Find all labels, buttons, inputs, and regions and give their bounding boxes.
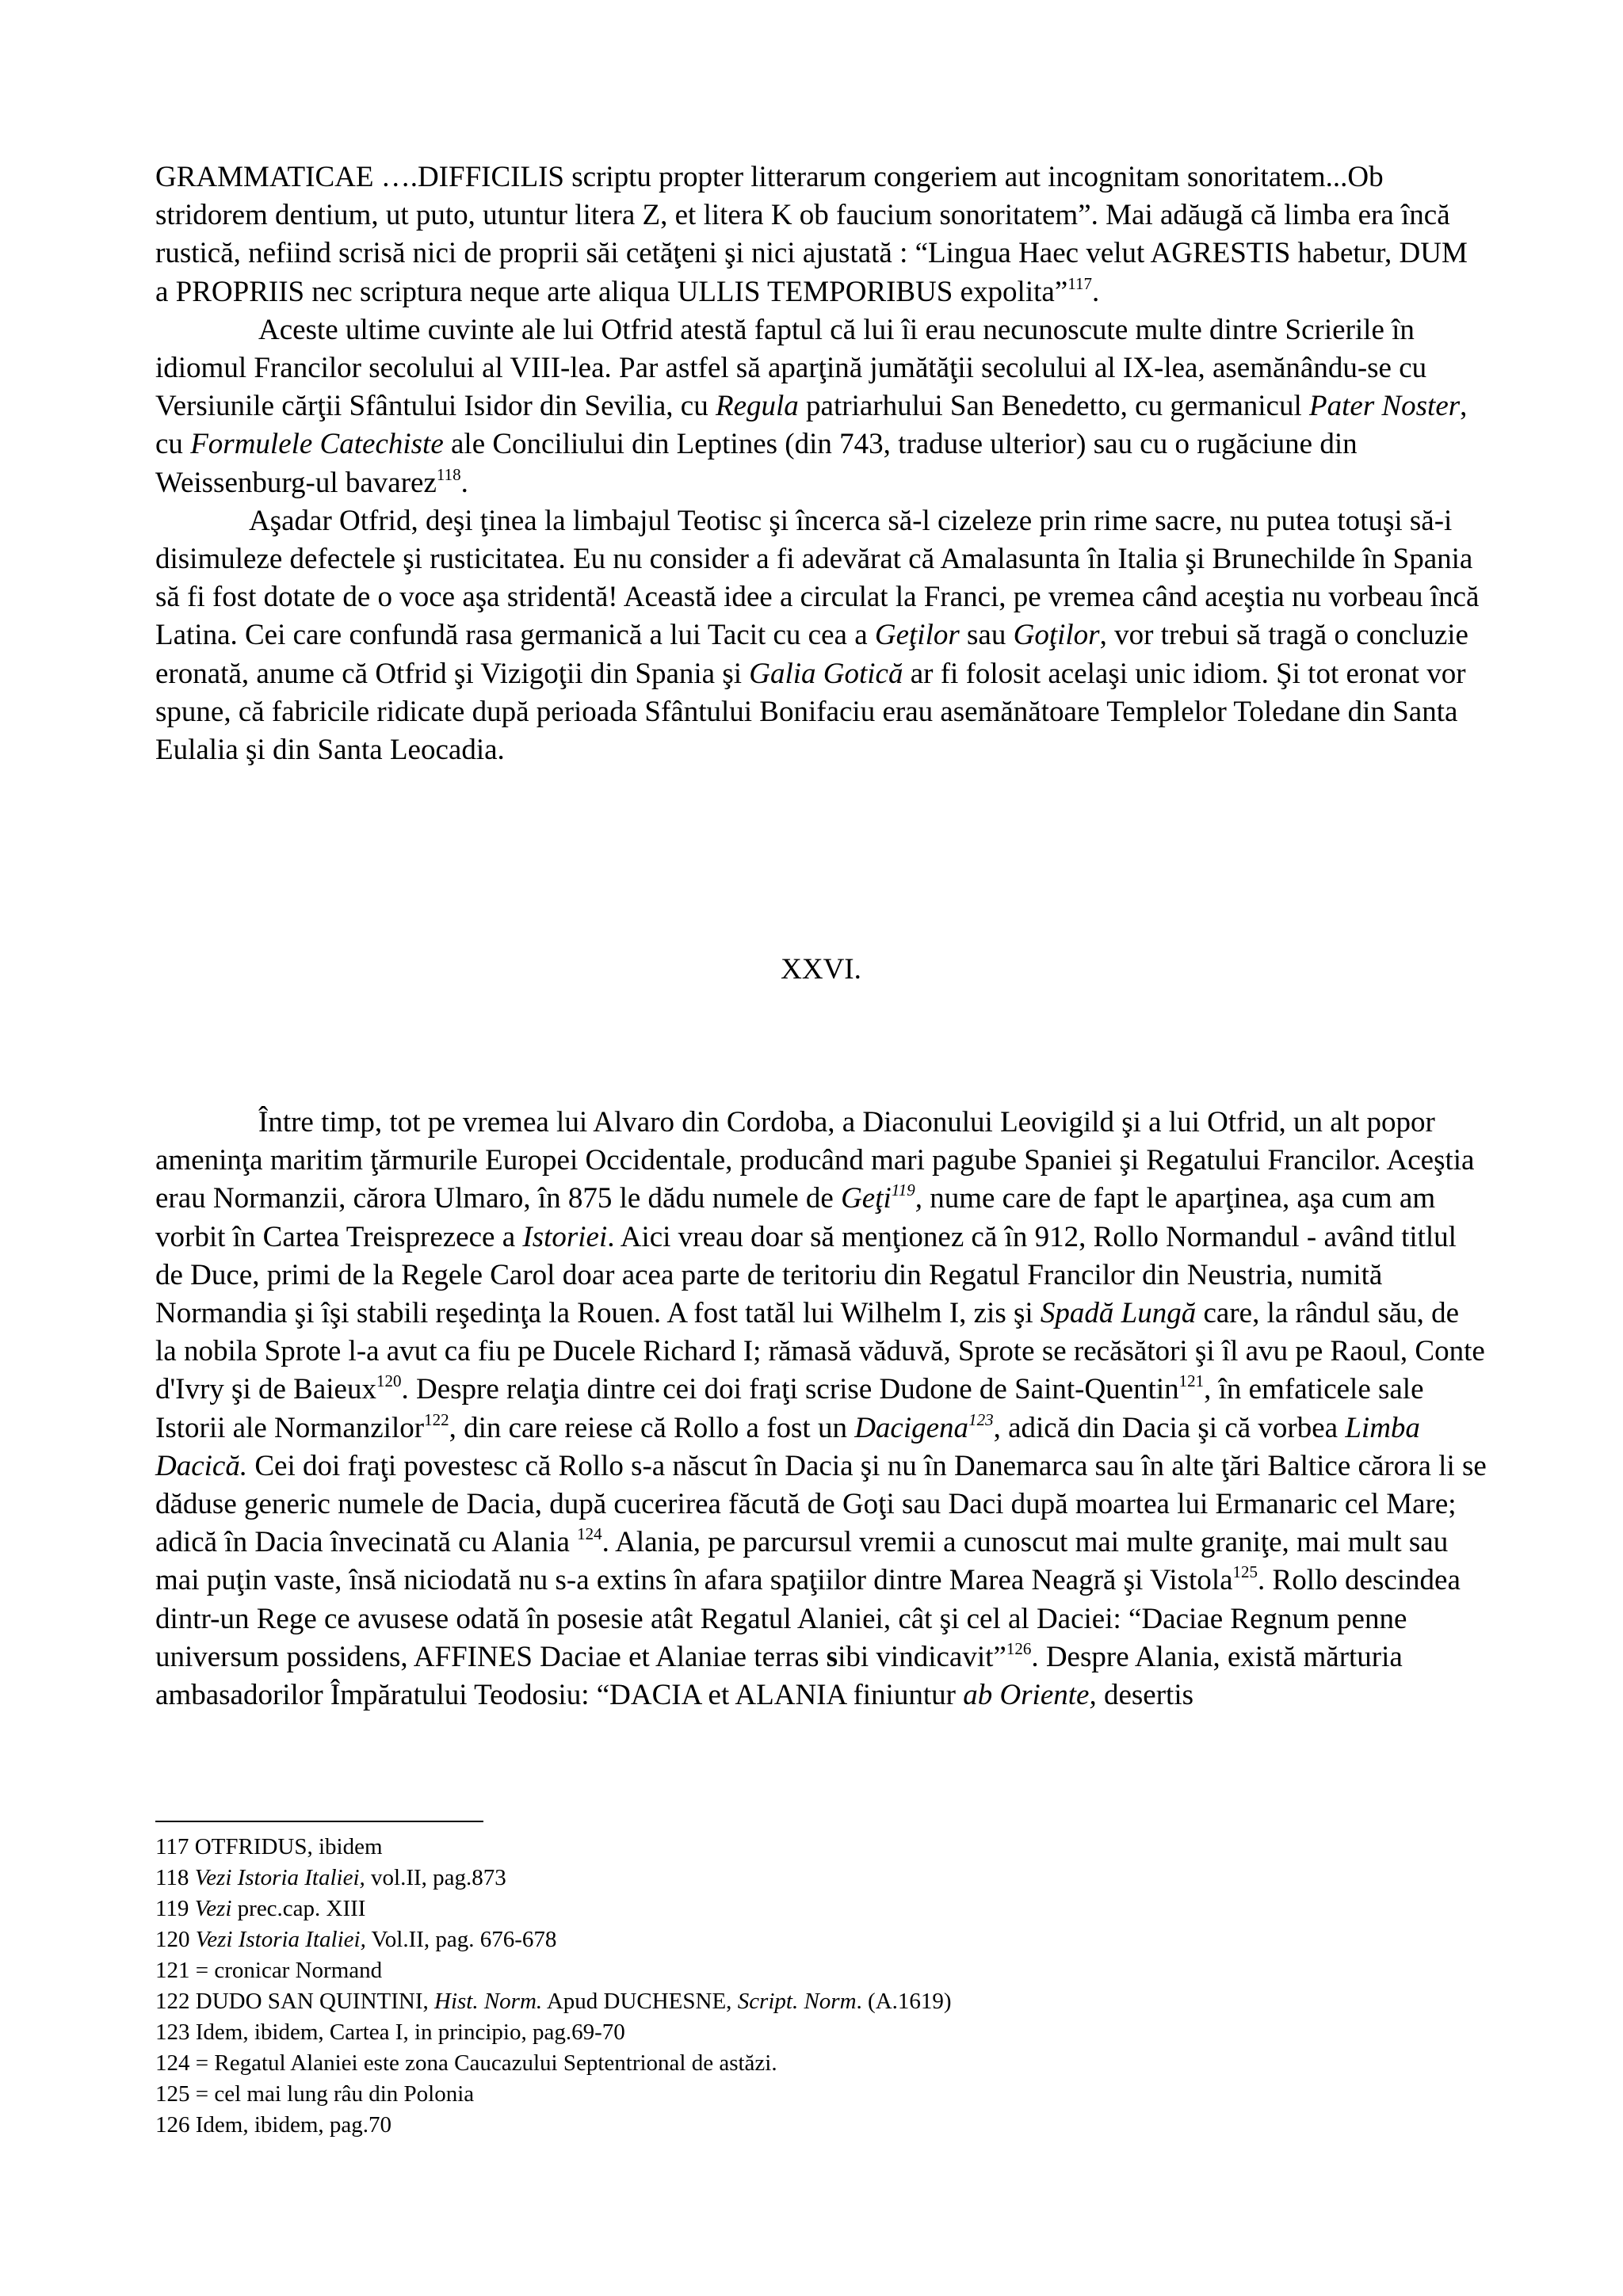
chapter-body [155,1104,1487,1714]
footnote-italic: Vezi [194,1896,232,1921]
paragraph-3 [155,502,1487,769]
footnote-italic: Vezi Istoria Italiei, [195,1927,366,1952]
footnote-ref-119[interactable] [892,1180,915,1199]
text: Între timp, tot pe vremea lui Alvaro din Cordoba, a Diaconului Leovigild şi a lui Otfrid, un alt popor ameninţa maritim ţărmurile Europei Occidentale, producând mari pagube Spaniei şi Regatului Francilor. Aceştia erau Normanzii, cărora Ulmaro, în 875 le dădu numele de [155,1106,1475,1215]
italic-sup: 119 [891,1180,915,1200]
text: ar fi folosit acelaşi unic idiom. Şi tot eronat vor spune, că fabricile ridicate după perioada Sfântului Bonifaciu erau asemănătoare Templelor Toledane din Santa Eulalia şi din Santa Leocadia. [155,657,1466,767]
footnote-separator [155,1821,483,1822]
italic-text: Spadă Lungă [1040,1297,1197,1330]
footnote-ref-124[interactable]: 124 [577,1524,602,1544]
text: . Alania, pe parcursul vremii a cunoscut mai multe graniţe, mai mult sau mai puţin vaste, însă niciodată nu s-a extins în afara spaţiilor dintre Marea Neagră şi Vistola [155,1526,1449,1597]
footnote-ref-120[interactable]: 120 [376,1371,402,1391]
italic-text: Goţilor [1013,619,1100,652]
footnotes [155,1832,1487,2141]
footnote-ref-126[interactable]: 126 [1006,1638,1032,1658]
italic-text: Galia Gotică [749,657,903,690]
footnote-text: Apud DUCHESNE, [542,1989,738,2014]
footnote-ref-117[interactable]: 117 [1067,273,1092,293]
italic-text: ab Oriente, [963,1679,1097,1712]
footnote-ref-121[interactable]: 121 [1178,1371,1205,1391]
text: , în emfaticele sale Istorii ale Normanzilor [155,1373,1424,1444]
footnote-number: 126 [155,2112,190,2138]
footnote-121 [155,1955,1487,1986]
text: . Rollo descindea dintr-un Rege ce avusese odată în posesie atât Regatul Alaniei, cât şi cel al Daciei: “Daciae Regnum penne universum possidens, AFFINES Daciae et Alaniae terras [155,1564,1461,1673]
chapter-heading: XXVI. [781,953,861,986]
footnote-number: 121 [155,1958,190,1983]
text: ibi vindicavit” [838,1640,1006,1673]
paragraph-4 [155,1104,1487,1714]
italic-text: Formulele Catechiste [190,428,444,461]
footnote-125 [155,2079,1487,2110]
footnote-number: 120 [155,1927,190,1952]
footnote-number: 118 [155,1865,189,1890]
text: desertis [1096,1679,1193,1712]
footnote-text: vol.II, pag.873 [365,1865,506,1890]
text: Aceste ultime cuvinte ale lui Otfrid atestă faptul că lui îi erau necunoscute multe dintre Scrierile în idiomul Francilor secolului al VIII-lea. Par astfel să aparţină jumătăţii secolului al IX-lea, asemănându-se cu Versiunile cărţii Sfântului Isidor din Sevilia, cu [155,313,1427,423]
footnote-118 [155,1863,1487,1894]
footnote-text: OTFRIDUS, ibidem [189,1834,383,1859]
text: care, la rândul său, de la nobila Sprote l-a avut ca fiu pe Ducele Richard I; rămasă văduvă, Sprote se recăsători şi îl avu pe Raoul, Conte d'Ivry şi de Baieux [155,1297,1485,1406]
footnote-ref-122[interactable]: 122 [424,1409,449,1429]
footnote-text: = cronicar Normand [189,1958,383,1983]
italic-text: Limba Dacică. [155,1411,1420,1482]
footnote-120 [155,1924,1487,1955]
footnote-text: Vol.II, pag. 676-678 [365,1927,557,1952]
document-page [155,158,1487,2138]
text: Aşadar Otfrid, deşi ţinea la limbajul Teotisc şi încerca să-l cizeleze prin rime sacre, nu putea totuşi să-i disimuleze defectele şi rusticitatea. Eu nu consider a fi adevărat că Amalasunta în Italia şi Brunechilde în Spania să fi fost dotate de o voce aşa stridentă! Această idee a circulat la Franci, pe vremea când aceştia nu vorbeau încă Latina. Cei care confundă rasa germanică a lui Tacit cu cea a [155,504,1480,652]
footnote-117 [155,1832,1487,1863]
footnote-italic: Hist. Norm. [434,1989,543,2014]
text: . [1091,275,1100,308]
italic-text: Dacigena [854,1411,969,1444]
text: , din care reiese că Rollo a fost un [449,1411,855,1444]
footnote-text: DUDO SAN QUINTINI, [189,1989,434,2014]
text: , cu [155,390,1468,461]
footnote-number: 123 [155,2019,190,2045]
footnote-123 [155,2017,1487,2048]
footnote-119 [155,1894,1487,1924]
footnote-text: = cel mai lung râu din Polonia [189,2081,475,2107]
footnote-text: Idem, ibidem, pag.70 [189,2112,392,2138]
paragraph-1 [155,158,1487,311]
footnote-number: 122 [155,1989,190,2014]
italic-sup: 123 [968,1409,994,1429]
footnote-text: Idem, ibidem, Cartea I, in principio, pag.69-70 [189,2019,625,2045]
text: GRAMMATICAE ….DIFFICILIS scriptu propter litterarum congeriem aut incognitam sonoritatem...Ob stridorem dentium, ut puto, utuntur litera Z, et litera K ob faucium sonoritatem”. Mai adăugă că limba era încă rustică, nefiind scrisă nici de proprii săi cetăţeni şi nici ajustată : “Lingua Haec velut AGRESTIS habetur, DUM a PROPRIIS nec scriptura neque arte aliqua ULLIS TEMPORIBUS expolita” [155,161,1468,308]
footnote-122 [155,1986,1487,2017]
text: nume care de fapt le aparţinea, aşa cum am vorbit în Cartea Treisprezece a [155,1182,1436,1253]
paragraph-2 [155,311,1487,502]
footnote-italic: Script. Norm [737,1989,857,2014]
footnote-number: 125 [155,2081,190,2107]
bold-text: s [826,1640,838,1673]
footnote-italic: Vezi Istoria Italiei, [194,1865,365,1890]
footnote-126 [155,2110,1487,2141]
italic-text: Regula [715,390,799,423]
text: . Aici vreau doar să menţionez că în 912, Rollo Normandul - având titlul de Duce, primi de la Regele Carol doar acea parte de teritoriu din Regatul Francilor din Neustria, numită Normandia şi îşi stabili reşedinţa la Rouen. A fost tatăl lui Wilhelm I, zis şi [155,1220,1457,1330]
text: . [460,466,468,499]
text: patriarhului San Benedetto, cu germanicul [798,390,1310,423]
italic-text: Istoriei [522,1220,608,1253]
footnote-text: prec.cap. XIII [231,1896,366,1921]
footnote-text: . (A.1619) [856,1989,952,2014]
italic-text: Geţi [841,1182,892,1215]
footnote-number: 119 [155,1896,189,1921]
text: sau [959,619,1014,652]
text: ale Conciliului din Leptines (din 743, traduse ulterior) sau cu o rugăciune din Weissenburg-ul bavarez [155,428,1358,499]
text: . Despre Alania, există mărturia ambasadorilor Împăratului Teodosiu: “DACIA et ALANIA finiuntur [155,1640,1403,1712]
italic-text: Pater Noster [1309,390,1461,423]
italic-text: Geţilor [874,619,960,652]
footnote-ref-123[interactable] [968,1410,994,1429]
text: Cei doi fraţi povestesc că Rollo s-a născut în Dacia şi nu în Danemarca sau în alte ţări Baltice cărora li se dăduse generic numele de Dacia, după cucerirea făcută de Goţi sau Daci după moartea lui Ermanaric cel Mare; adică în Dacia învecinată cu Alania [155,1449,1487,1559]
footnote-ref-118[interactable]: 118 [436,464,461,484]
italic-text: , [915,1182,922,1215]
footnote-124 [155,2048,1487,2079]
text: , adică din Dacia şi că vorbea [993,1411,1346,1444]
text: . Despre relaţia dintre cei doi fraţi scrise Dudone de Saint-Quentin [401,1373,1179,1406]
footnote-number: 117 [155,1834,189,1859]
footnote-ref-125[interactable]: 125 [1232,1562,1258,1582]
text: , vor trebui să tragă o concluzie eronată, anume că Otfrid şi Vizigoţii din Spania şi [155,619,1468,690]
footnote-text: = Regatul Alaniei este zona Caucazului Septentrional de astăzi. [189,2050,777,2076]
footnote-number: 124 [155,2050,190,2076]
